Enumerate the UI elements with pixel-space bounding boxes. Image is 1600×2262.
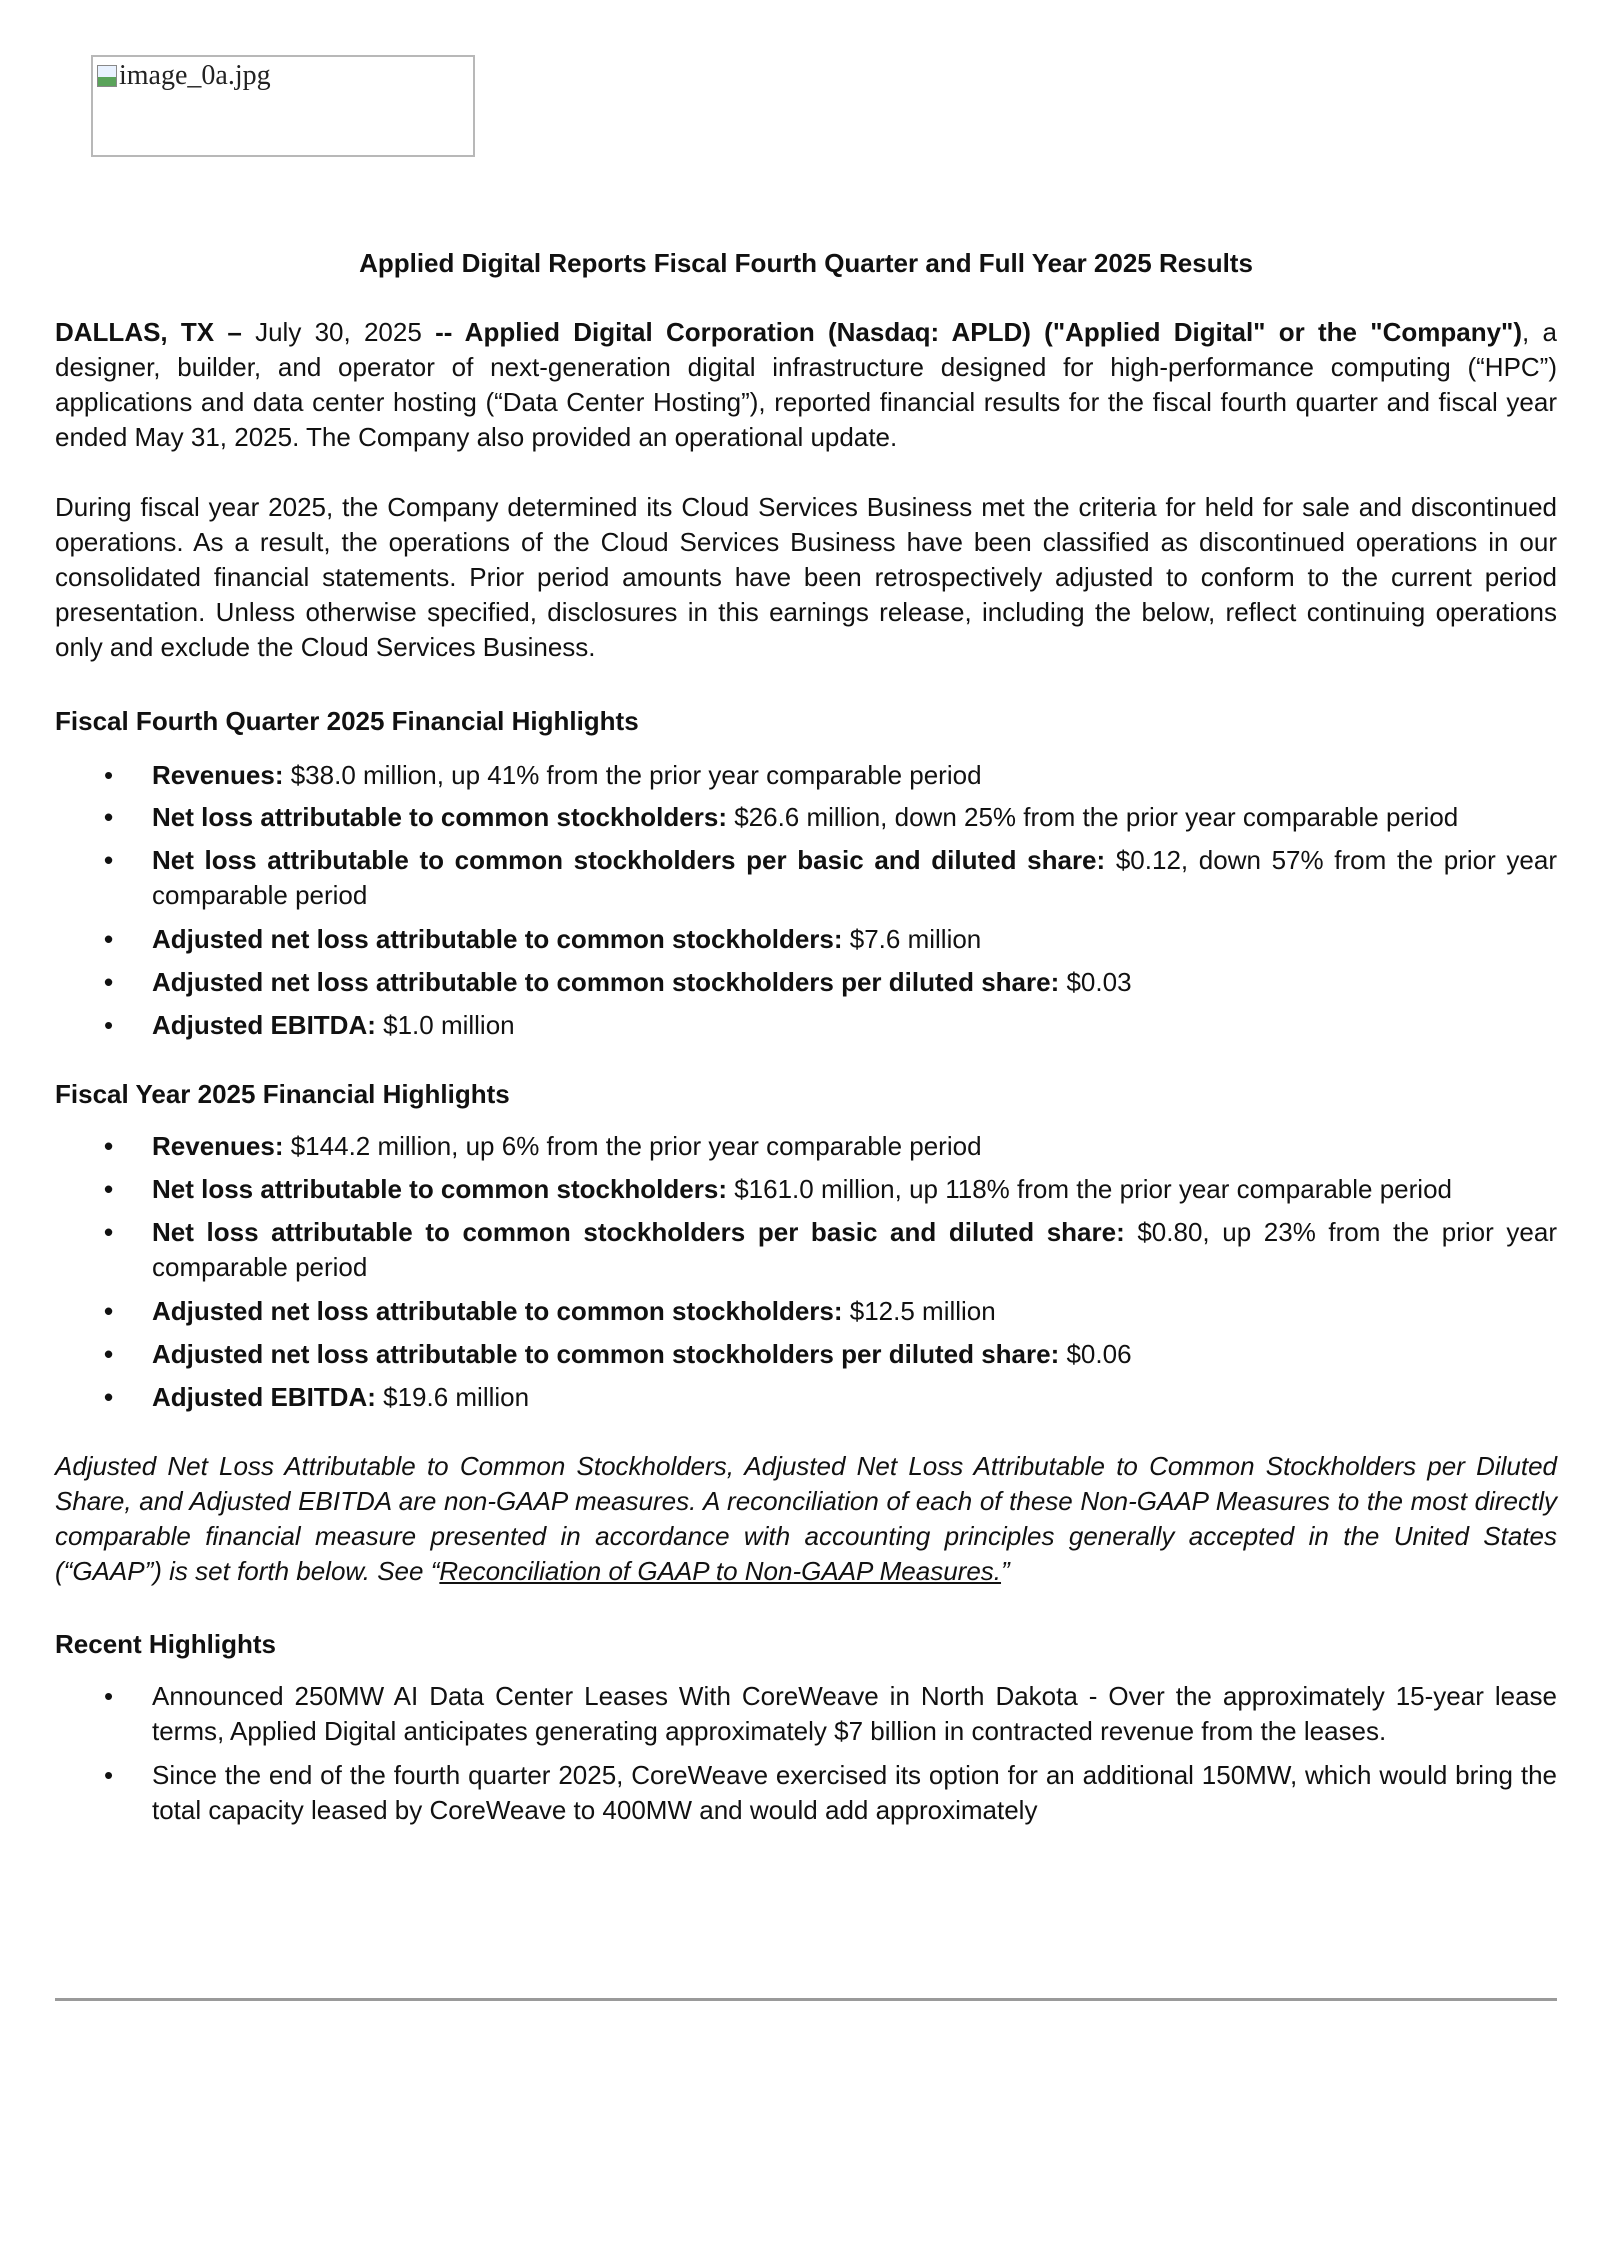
bullet-icon: •	[104, 1681, 114, 1711]
list-item: • Adjusted EBITDA: $1.0 million	[55, 1008, 1557, 1043]
page-title: Applied Digital Reports Fiscal Fourth Quarter and Full Year 2025 Results	[359, 248, 1253, 278]
q4-highlights-list	[55, 758, 1557, 1043]
list-item: • Revenues: $38.0 million, up 41% from the prior year comparable period	[55, 758, 1557, 793]
bullet-icon: •	[104, 924, 114, 954]
recent-highlights-list	[55, 1679, 1557, 1828]
list-item: • Adjusted net loss attributable to common stockholders: $7.6 million	[55, 922, 1557, 957]
logo-alt-text: image_0a.jpg	[119, 60, 271, 91]
discontinued-text: During fiscal year 2025, the Company determined its Cloud Services Business met the criteria for held for sale and discontinued operations. As a result, the operations of the Cloud Services Business have been classified as discontinued operations in our consolidated financial statements. Prior period amounts have been retrospectively adjusted to conform to the current period presentation. Unless otherwise specified, disclosures in this earnings release, including the below, reflect continuing operations only and exclude the Cloud Services Business.	[55, 492, 1557, 662]
list-item: • Revenues: $144.2 million, up 6% from the prior year comparable period	[55, 1129, 1557, 1164]
list-item: • Announced 250MW AI Data Center Leases With CoreWeave in North Dakota - Over the approximately 15-year lease terms, Applied Digital anticipates generating approximately $7 billion in contracted revenue from the leases.	[104, 1681, 1557, 1746]
bullet-icon: •	[104, 1131, 114, 1161]
bullet-icon: •	[104, 845, 114, 875]
intro-body: , a designer, builder, and operator of next-generation digital infrastructure designed for high-performance computing (“HPC”) applications and data center hosting (“Data Center Hosting”), reported financial results for the fiscal fourth quarter and fiscal year ended May 31, 2025. The Company also provided an operational update.	[55, 317, 1557, 452]
intro-paragraph	[55, 315, 1557, 455]
company-logo-image	[91, 55, 475, 157]
fy-highlights-list	[55, 1129, 1557, 1415]
recent-highlights-heading: Recent Highlights	[55, 1629, 277, 1659]
list-item: • Net loss attributable to common stockholders per basic and diluted share: $0.80, up 23% from the prior year comparable period	[104, 1217, 1557, 1282]
bullet-icon: •	[104, 1296, 114, 1326]
list-item: • Adjusted EBITDA: $19.6 million	[55, 1380, 1557, 1415]
bullet-icon: •	[104, 1217, 114, 1247]
bullet-icon: •	[104, 802, 114, 832]
fy-highlights-heading: Fiscal Year 2025 Financial Highlights	[55, 1079, 510, 1109]
bullet-icon: •	[104, 1339, 114, 1369]
bullet-icon: •	[104, 1010, 114, 1040]
list-item: • Adjusted net loss attributable to common stockholders per diluted share: $0.03	[55, 965, 1557, 1000]
q4-highlights-heading: Fiscal Fourth Quarter 2025 Financial Highlights	[55, 706, 639, 736]
non-gaap-note: Adjusted Net Loss Attributable to Common Stockholders, Adjusted Net Loss Attributable to Common Stockholders per Diluted Share, and Adjusted EBITDA are non-GAAP measures. A reconciliation of each of these Non-GAAP Measures to the most directly comparable financial measure presented in accordance with accounting principles generally accepted in the United States (“GAAP”) is set forth below. See “Reconciliation of GAAP to Non-GAAP Measures.”	[55, 1451, 1557, 1586]
list-item: • Net loss attributable to common stockholders: $26.6 million, down 25% from the prior year comparable period	[55, 800, 1557, 835]
company-name: Applied Digital Corporation (Nasdaq: APLD) ("Applied Digital" or the "Company")	[452, 317, 1523, 347]
bullet-icon: •	[104, 967, 114, 997]
broken-image-icon	[97, 65, 117, 87]
reconciliation-link[interactable]: Reconciliation of GAAP to Non-GAAP Measures.	[439, 1556, 1002, 1586]
bullet-icon: •	[104, 1382, 114, 1412]
list-item: • Since the end of the fourth quarter 2025, CoreWeave exercised its option for an additional 150MW, which would bring the total capacity leased by CoreWeave to 400MW and would add approximately	[104, 1760, 1557, 1825]
bullet-icon: •	[104, 1174, 114, 1204]
bullet-icon: •	[104, 760, 114, 790]
list-item: • Adjusted net loss attributable to common stockholders per diluted share: $0.06	[55, 1337, 1557, 1372]
list-item: • Net loss attributable to common stockholders per basic and diluted share: $0.12, down 57% from the prior year comparable period	[104, 845, 1557, 910]
discontinued-operations-paragraph	[55, 490, 1557, 665]
dateline-dashes: --	[435, 317, 453, 347]
bullet-icon: •	[104, 1760, 114, 1790]
list-item: • Adjusted net loss attributable to common stockholders: $12.5 million	[55, 1294, 1557, 1329]
release-date: July 30, 2025	[241, 317, 436, 347]
page-footer-divider	[55, 1998, 1557, 2001]
dateline: DALLAS, TX –	[55, 317, 242, 347]
list-item: • Net loss attributable to common stockholders: $161.0 million, up 118% from the prior year comparable period	[55, 1172, 1557, 1207]
